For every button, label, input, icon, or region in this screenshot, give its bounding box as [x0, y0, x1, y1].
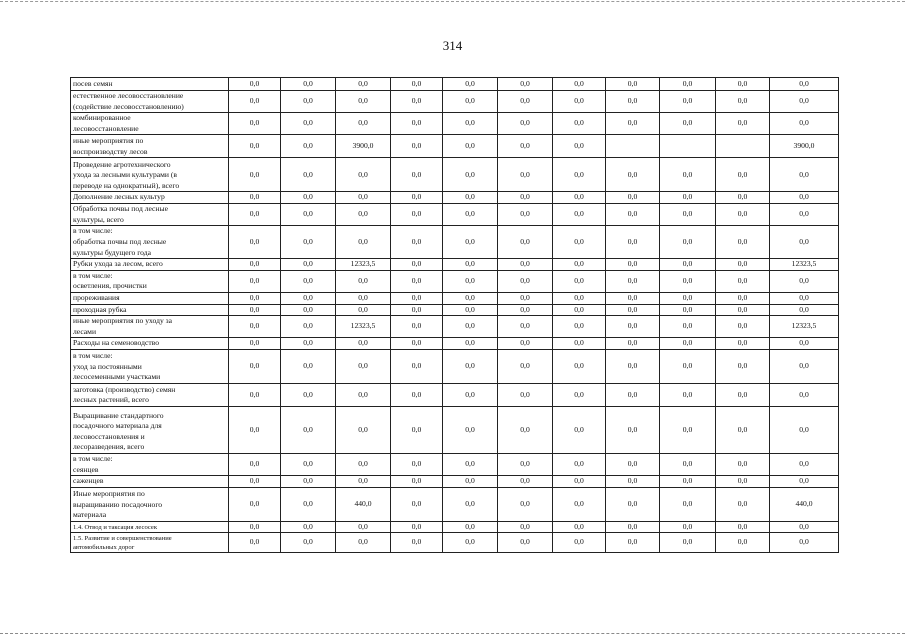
value-cell: 0,0 — [716, 487, 770, 521]
value-cell: 0,0 — [391, 158, 443, 192]
value-cell: 0,0 — [716, 521, 770, 533]
value-cell: 0,0 — [391, 349, 443, 383]
value-cell: 0,0 — [606, 158, 660, 192]
value-cell: 0,0 — [281, 453, 336, 475]
table-row — [71, 453, 839, 475]
table-row — [71, 270, 839, 292]
value-cell: 0,0 — [336, 113, 391, 135]
value-cell: 0,0 — [553, 453, 606, 475]
value-cell: 0,0 — [281, 135, 336, 158]
value-cell: 0,0 — [553, 78, 606, 91]
value-cell: 0,0 — [391, 203, 443, 225]
value-cell: 0,0 — [443, 270, 498, 292]
value-cell: 0,0 — [229, 203, 281, 225]
value-cell: 0,0 — [660, 521, 716, 533]
value-cell: 0,0 — [443, 292, 498, 304]
value-cell: 0,0 — [281, 476, 336, 488]
value-cell: 0,0 — [770, 292, 839, 304]
value-cell: 0,0 — [553, 304, 606, 316]
value-cell: 0,0 — [498, 521, 553, 533]
value-cell: 0,0 — [606, 192, 660, 204]
value-cell: 0,0 — [606, 476, 660, 488]
value-cell: 0,0 — [281, 192, 336, 204]
value-cell: 0,0 — [229, 304, 281, 316]
value-cell: 0,0 — [229, 292, 281, 304]
value-cell: 0,0 — [553, 487, 606, 521]
value-cell: 12323,5 — [336, 259, 391, 271]
value-cell: 0,0 — [606, 78, 660, 91]
value-cell: 0,0 — [443, 406, 498, 453]
value-cell: 0,0 — [391, 338, 443, 350]
value-cell: 0,0 — [660, 453, 716, 475]
value-cell: 0,0 — [660, 113, 716, 135]
value-cell: 0,0 — [229, 349, 281, 383]
value-cell: 0,0 — [770, 521, 839, 533]
row-label: иные мероприятия по уходу за лесами — [71, 316, 229, 338]
value-cell: 0,0 — [229, 316, 281, 338]
value-cell: 0,0 — [553, 383, 606, 406]
value-cell: 0,0 — [716, 78, 770, 91]
value-cell: 0,0 — [770, 533, 839, 553]
value-cell: 0,0 — [281, 487, 336, 521]
value-cell: 0,0 — [716, 259, 770, 271]
value-cell: 0,0 — [391, 270, 443, 292]
value-cell: 0,0 — [770, 226, 839, 259]
table-row — [71, 135, 839, 158]
value-cell: 0,0 — [498, 533, 553, 553]
value-cell: 0,0 — [716, 316, 770, 338]
value-cell: 0,0 — [229, 487, 281, 521]
value-cell: 0,0 — [336, 338, 391, 350]
value-cell: 0,0 — [443, 135, 498, 158]
value-cell: 0,0 — [443, 78, 498, 91]
value-cell: 440,0 — [770, 487, 839, 521]
value-cell: 0,0 — [391, 192, 443, 204]
table-row — [71, 316, 839, 338]
table-row — [71, 203, 839, 225]
value-cell: 0,0 — [716, 270, 770, 292]
value-cell: 0,0 — [770, 192, 839, 204]
value-cell: 0,0 — [553, 476, 606, 488]
value-cell: 0,0 — [553, 521, 606, 533]
value-cell: 0,0 — [606, 453, 660, 475]
value-cell: 0,0 — [336, 292, 391, 304]
value-cell: 0,0 — [498, 135, 553, 158]
value-cell — [606, 135, 660, 158]
value-cell: 0,0 — [770, 383, 839, 406]
row-label: 1.4. Отвод и таксация лесосек — [71, 521, 229, 533]
value-cell: 0,0 — [716, 304, 770, 316]
value-cell: 0,0 — [716, 349, 770, 383]
value-cell: 0,0 — [606, 383, 660, 406]
row-label: Обработка почвы под лесные культуры, всего — [71, 203, 229, 225]
table-row — [71, 406, 839, 453]
value-cell: 0,0 — [391, 476, 443, 488]
value-cell: 0,0 — [498, 304, 553, 316]
value-cell: 0,0 — [443, 259, 498, 271]
value-cell: 0,0 — [391, 406, 443, 453]
row-label: заготовка (производство) семян лесных растений, всего — [71, 383, 229, 406]
value-cell: 0,0 — [229, 453, 281, 475]
value-cell: 0,0 — [443, 158, 498, 192]
value-cell: 0,0 — [716, 406, 770, 453]
value-cell: 0,0 — [336, 383, 391, 406]
value-cell: 0,0 — [391, 487, 443, 521]
value-cell: 0,0 — [553, 349, 606, 383]
value-cell: 0,0 — [606, 91, 660, 113]
value-cell: 0,0 — [229, 158, 281, 192]
value-cell: 0,0 — [443, 203, 498, 225]
value-cell: 0,0 — [336, 533, 391, 553]
value-cell: 0,0 — [336, 203, 391, 225]
value-cell: 0,0 — [498, 316, 553, 338]
value-cell: 3900,0 — [770, 135, 839, 158]
value-cell: 0,0 — [553, 203, 606, 225]
value-cell: 0,0 — [443, 226, 498, 259]
value-cell: 0,0 — [606, 113, 660, 135]
value-cell: 0,0 — [716, 383, 770, 406]
value-cell: 0,0 — [553, 259, 606, 271]
value-cell: 0,0 — [660, 203, 716, 225]
row-label: посев семян — [71, 78, 229, 91]
value-cell: 0,0 — [391, 453, 443, 475]
value-cell: 0,0 — [553, 158, 606, 192]
table-body — [71, 78, 839, 553]
value-cell: 0,0 — [336, 349, 391, 383]
value-cell: 0,0 — [660, 383, 716, 406]
value-cell: 0,0 — [498, 91, 553, 113]
value-cell: 0,0 — [443, 487, 498, 521]
value-cell: 0,0 — [336, 192, 391, 204]
value-cell: 0,0 — [498, 349, 553, 383]
value-cell: 0,0 — [606, 203, 660, 225]
value-cell: 0,0 — [336, 476, 391, 488]
value-cell: 0,0 — [716, 113, 770, 135]
table-row — [71, 533, 839, 553]
value-cell: 0,0 — [229, 476, 281, 488]
value-cell: 0,0 — [443, 338, 498, 350]
row-label: Дополнение лесных культур — [71, 192, 229, 204]
value-cell: 0,0 — [770, 91, 839, 113]
value-cell: 0,0 — [770, 453, 839, 475]
value-cell: 0,0 — [716, 192, 770, 204]
value-cell: 0,0 — [229, 91, 281, 113]
value-cell: 0,0 — [606, 226, 660, 259]
value-cell: 0,0 — [498, 78, 553, 91]
value-cell: 0,0 — [660, 158, 716, 192]
table-row — [71, 383, 839, 406]
row-label: прореживания — [71, 292, 229, 304]
value-cell: 0,0 — [660, 406, 716, 453]
value-cell: 0,0 — [660, 349, 716, 383]
value-cell: 0,0 — [553, 316, 606, 338]
value-cell: 0,0 — [391, 533, 443, 553]
row-label: в том числе: осветления, прочистки — [71, 270, 229, 292]
row-label: Рубки ухода за лесом, всего — [71, 259, 229, 271]
value-cell: 0,0 — [391, 304, 443, 316]
value-cell: 0,0 — [660, 533, 716, 553]
value-cell: 0,0 — [660, 259, 716, 271]
value-cell: 0,0 — [443, 521, 498, 533]
value-cell: 0,0 — [281, 158, 336, 192]
value-cell: 0,0 — [336, 406, 391, 453]
value-cell: 0,0 — [498, 259, 553, 271]
value-cell: 0,0 — [391, 78, 443, 91]
value-cell: 0,0 — [770, 158, 839, 192]
value-cell: 0,0 — [229, 338, 281, 350]
value-cell: 0,0 — [443, 304, 498, 316]
value-cell: 0,0 — [553, 226, 606, 259]
value-cell — [716, 135, 770, 158]
table-row — [71, 226, 839, 259]
value-cell: 0,0 — [443, 533, 498, 553]
value-cell: 0,0 — [281, 292, 336, 304]
value-cell: 0,0 — [391, 135, 443, 158]
value-cell: 0,0 — [606, 487, 660, 521]
value-cell: 0,0 — [770, 304, 839, 316]
value-cell: 0,0 — [229, 113, 281, 135]
value-cell: 0,0 — [391, 113, 443, 135]
row-label: Проведение агротехнического ухода за лесными культурами (в переводе на однократный), всего — [71, 158, 229, 192]
value-cell: 0,0 — [660, 226, 716, 259]
value-cell: 0,0 — [281, 270, 336, 292]
value-cell: 0,0 — [498, 406, 553, 453]
table-row — [71, 158, 839, 192]
value-cell: 0,0 — [716, 338, 770, 350]
value-cell: 0,0 — [443, 316, 498, 338]
value-cell: 0,0 — [336, 453, 391, 475]
value-cell: 3900,0 — [336, 135, 391, 158]
scan-edge-top — [0, 1, 905, 2]
table-row — [71, 487, 839, 521]
value-cell: 0,0 — [336, 270, 391, 292]
table-row — [71, 304, 839, 316]
value-cell: 0,0 — [716, 158, 770, 192]
value-cell: 0,0 — [660, 338, 716, 350]
value-cell: 0,0 — [281, 304, 336, 316]
value-cell: 0,0 — [606, 349, 660, 383]
row-label: саженцев — [71, 476, 229, 488]
value-cell: 12323,5 — [770, 259, 839, 271]
table-row — [71, 292, 839, 304]
value-cell: 0,0 — [281, 383, 336, 406]
value-cell: 0,0 — [660, 476, 716, 488]
value-cell: 0,0 — [443, 476, 498, 488]
value-cell: 0,0 — [498, 487, 553, 521]
value-cell: 0,0 — [716, 226, 770, 259]
table-row — [71, 349, 839, 383]
value-cell: 0,0 — [229, 259, 281, 271]
value-cell: 0,0 — [770, 406, 839, 453]
table-row — [71, 113, 839, 135]
value-cell: 0,0 — [498, 270, 553, 292]
value-cell: 0,0 — [391, 383, 443, 406]
value-cell: 0,0 — [281, 521, 336, 533]
value-cell: 0,0 — [716, 292, 770, 304]
value-cell: 0,0 — [443, 113, 498, 135]
value-cell: 0,0 — [281, 316, 336, 338]
value-cell: 0,0 — [336, 521, 391, 533]
value-cell: 0,0 — [553, 135, 606, 158]
value-cell: 0,0 — [229, 521, 281, 533]
value-cell: 0,0 — [391, 91, 443, 113]
value-cell: 0,0 — [498, 158, 553, 192]
value-cell: 0,0 — [281, 406, 336, 453]
table-row — [71, 78, 839, 91]
table-row — [71, 192, 839, 204]
value-cell: 0,0 — [606, 338, 660, 350]
row-label: в том числе: обработка почвы под лесные культуры будущего года — [71, 226, 229, 259]
value-cell: 0,0 — [553, 292, 606, 304]
value-cell: 0,0 — [336, 304, 391, 316]
value-cell: 0,0 — [553, 91, 606, 113]
row-label: Иные мероприятия по выращиванию посадочного материала — [71, 487, 229, 521]
table-row — [71, 521, 839, 533]
value-cell: 0,0 — [660, 304, 716, 316]
value-cell: 0,0 — [498, 292, 553, 304]
value-cell — [660, 135, 716, 158]
value-cell: 0,0 — [443, 349, 498, 383]
value-cell: 0,0 — [443, 91, 498, 113]
value-cell: 0,0 — [770, 78, 839, 91]
table-row — [71, 91, 839, 113]
value-cell: 0,0 — [660, 78, 716, 91]
table-row — [71, 338, 839, 350]
value-cell: 0,0 — [281, 91, 336, 113]
value-cell: 12323,5 — [336, 316, 391, 338]
value-cell: 0,0 — [336, 226, 391, 259]
value-cell: 0,0 — [229, 192, 281, 204]
value-cell: 0,0 — [281, 349, 336, 383]
value-cell: 0,0 — [606, 304, 660, 316]
value-cell: 0,0 — [443, 192, 498, 204]
page-number: 314 — [442, 38, 463, 53]
value-cell: 0,0 — [770, 349, 839, 383]
value-cell: 0,0 — [770, 203, 839, 225]
value-cell: 0,0 — [391, 226, 443, 259]
value-cell: 0,0 — [443, 453, 498, 475]
value-cell: 0,0 — [660, 292, 716, 304]
row-label: естественное лесовосстановление (содействие лесовосстановлению) — [71, 91, 229, 113]
row-label: иные мероприятия по воспроизводству лесов — [71, 135, 229, 158]
row-label: в том числе: сеянцев — [71, 453, 229, 475]
value-cell: 0,0 — [391, 316, 443, 338]
row-label: проходная рубка — [71, 304, 229, 316]
value-cell: 0,0 — [770, 270, 839, 292]
value-cell: 0,0 — [770, 338, 839, 350]
value-cell: 0,0 — [716, 91, 770, 113]
value-cell: 0,0 — [229, 78, 281, 91]
row-label: комбинированное лесовосстановление — [71, 113, 229, 135]
value-cell: 0,0 — [229, 135, 281, 158]
value-cell: 0,0 — [660, 270, 716, 292]
value-cell: 0,0 — [660, 91, 716, 113]
value-cell: 0,0 — [281, 533, 336, 553]
value-cell: 0,0 — [660, 192, 716, 204]
value-cell: 0,0 — [498, 203, 553, 225]
value-cell: 0,0 — [498, 476, 553, 488]
table-row — [71, 259, 839, 271]
value-cell: 0,0 — [498, 192, 553, 204]
value-cell: 0,0 — [660, 487, 716, 521]
value-cell: 0,0 — [391, 259, 443, 271]
value-cell: 0,0 — [498, 338, 553, 350]
value-cell: 0,0 — [553, 406, 606, 453]
value-cell: 0,0 — [281, 203, 336, 225]
value-cell: 0,0 — [229, 383, 281, 406]
value-cell: 0,0 — [716, 453, 770, 475]
value-cell: 0,0 — [336, 158, 391, 192]
table-row — [71, 476, 839, 488]
value-cell: 0,0 — [606, 533, 660, 553]
value-cell: 0,0 — [553, 270, 606, 292]
value-cell: 0,0 — [229, 406, 281, 453]
value-cell: 0,0 — [498, 113, 553, 135]
value-cell: 0,0 — [391, 292, 443, 304]
value-cell: 12323,5 — [770, 316, 839, 338]
budget-table — [70, 77, 839, 553]
value-cell: 0,0 — [553, 338, 606, 350]
value-cell: 0,0 — [229, 270, 281, 292]
value-cell: 0,0 — [553, 192, 606, 204]
row-label: Выращивание стандартного посадочного материала для лесовосстановления и лесоразведения, всего — [71, 406, 229, 453]
value-cell: 440,0 — [336, 487, 391, 521]
value-cell: 0,0 — [498, 453, 553, 475]
row-label: в том числе: уход за постоянными лесосеменными участками — [71, 349, 229, 383]
value-cell: 0,0 — [229, 226, 281, 259]
scan-edge-bottom — [0, 633, 905, 634]
value-cell: 0,0 — [498, 226, 553, 259]
value-cell: 0,0 — [606, 270, 660, 292]
value-cell: 0,0 — [660, 316, 716, 338]
row-label: Расходы на семеноводство — [71, 338, 229, 350]
value-cell: 0,0 — [716, 203, 770, 225]
value-cell: 0,0 — [336, 78, 391, 91]
row-label: 1.5. Развитие и совершенствование автомобильных дорог — [71, 533, 229, 553]
value-cell: 0,0 — [606, 292, 660, 304]
value-cell: 0,0 — [281, 113, 336, 135]
value-cell: 0,0 — [770, 113, 839, 135]
value-cell: 0,0 — [443, 383, 498, 406]
value-cell: 0,0 — [281, 338, 336, 350]
value-cell: 0,0 — [281, 259, 336, 271]
value-cell: 0,0 — [553, 533, 606, 553]
value-cell: 0,0 — [498, 383, 553, 406]
value-cell: 0,0 — [716, 476, 770, 488]
value-cell: 0,0 — [553, 113, 606, 135]
value-cell: 0,0 — [606, 521, 660, 533]
value-cell: 0,0 — [606, 259, 660, 271]
value-cell: 0,0 — [281, 78, 336, 91]
value-cell: 0,0 — [716, 533, 770, 553]
value-cell: 0,0 — [281, 226, 336, 259]
value-cell: 0,0 — [606, 406, 660, 453]
value-cell: 0,0 — [229, 533, 281, 553]
value-cell: 0,0 — [770, 476, 839, 488]
value-cell: 0,0 — [391, 521, 443, 533]
value-cell: 0,0 — [606, 316, 660, 338]
value-cell: 0,0 — [336, 91, 391, 113]
